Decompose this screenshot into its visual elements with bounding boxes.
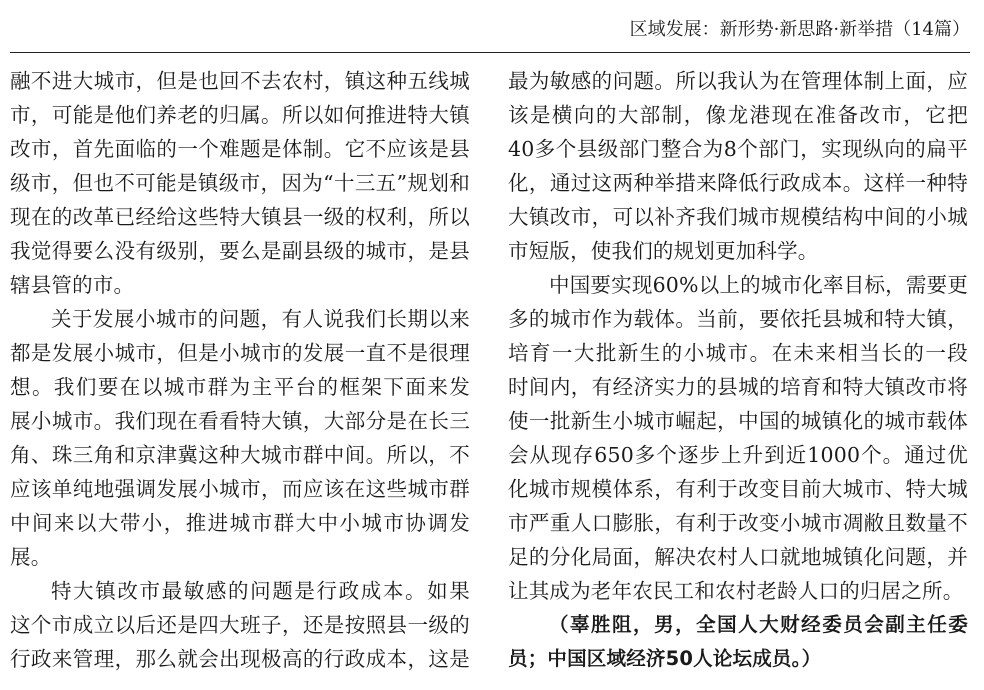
text-line: 大镇改市，可以补齐我们城市规模结构中间的小城 — [508, 205, 968, 229]
text-line: 都是发展小城市，但是小城市的发展一直不是很理 — [10, 341, 470, 365]
text-line: 角、珠三角和京津冀这种大城市群中间。所以，不 — [10, 443, 470, 467]
text-line: 使一批新生小城市崛起，中国的城镇化的城市载体 — [508, 409, 968, 433]
left-column — [10, 64, 470, 676]
text-line: 市短版，使我们的规划更加科学。 — [508, 239, 819, 263]
text-line: 足的分化局面，解决农村人口就地城镇化问题，并 — [508, 545, 968, 569]
paragraph-start-line: 特大镇改市最敏感的问题是行政成本。如果 — [51, 579, 470, 603]
text-line: 辖县管的市。 — [10, 273, 135, 297]
text-line: 40多个县级部门整合为8个部门，实现纵向的扁平 — [508, 137, 968, 161]
text-line: 该是横向的大部制，像龙港现在准备改市，它把 — [508, 103, 968, 127]
text-line: 化，通过这两种举措来降低行政成本。这样一种特 — [508, 171, 968, 195]
paragraph-start-line: 关于发展小城市的问题，有人说我们长期以来 — [51, 307, 470, 331]
author-note-line: 员；中国区域经济50人论坛成员。） — [508, 647, 822, 670]
text-line: 培育一大批新生的小城市。在未来相当长的一段 — [508, 341, 968, 365]
text-line: 我觉得要么没有级别，要么是副县级的城市，是县 — [10, 239, 470, 263]
text-line: 级市，但也不可能是镇级市，因为“十三五”规划和 — [10, 171, 470, 195]
text-line: 这个市成立以后还是四大班子，还是按照县一级的 — [10, 613, 470, 637]
header-divider — [10, 52, 970, 53]
text-line: 让其成为老年农民工和农村老龄人口的归居之所。 — [508, 579, 964, 603]
text-line: 会从现存650多个逐步上升到近1000个。通过优 — [508, 443, 968, 467]
text-line: 多的城市作为载体。当前，要依托县城和特大镇， — [508, 307, 968, 331]
text-line: 现在的改革已经给这些特大镇县一级的权利，所以 — [10, 205, 470, 229]
text-line: 最为敏感的问题。所以我认为在管理体制上面，应 — [508, 69, 968, 93]
text-line: 想。我们要在以城市群为主平台的框架下面来发 — [10, 375, 470, 399]
text-line: 行政来管理，那么就会出现极高的行政成本，这是 — [10, 647, 470, 671]
text-line: 中间来以大带小，推进城市群大中小城市协调发 — [10, 511, 470, 535]
text-line: 展。 — [10, 545, 52, 569]
text-line: 时间内，有经济实力的县城的培育和特大镇改市将 — [508, 375, 968, 399]
running-header: 区域发展：新形势·新思路·新举措（14篇） — [629, 19, 970, 40]
text-line: 应该单纯地强调发展小城市，而应该在这些城市群 — [10, 477, 470, 501]
paragraph-start-line: 中国要实现60%以上的城市化率目标，需要更 — [549, 273, 968, 297]
text-line: 展小城市。我们现在看看特大镇，大部分是在长三 — [10, 409, 470, 433]
text-line: 化城市规模体系，有利于改变目前大城市、特大城 — [508, 477, 968, 501]
text-line: 市严重人口膨胀，有利于改变小城市凋敝且数量不 — [508, 511, 968, 535]
text-line: 改市，首先面临的一个难题是体制。它不应该是县 — [10, 137, 470, 161]
text-line: 融不进大城市，但是也回不去农村，镇这种五线城 — [10, 69, 470, 93]
right-column — [508, 64, 968, 676]
author-note-line: （辜胜阻，男，全国人大财经委员会副主任委 — [549, 613, 968, 636]
text-line: 市，可能是他们养老的归属。所以如何推进特大镇 — [10, 103, 470, 127]
